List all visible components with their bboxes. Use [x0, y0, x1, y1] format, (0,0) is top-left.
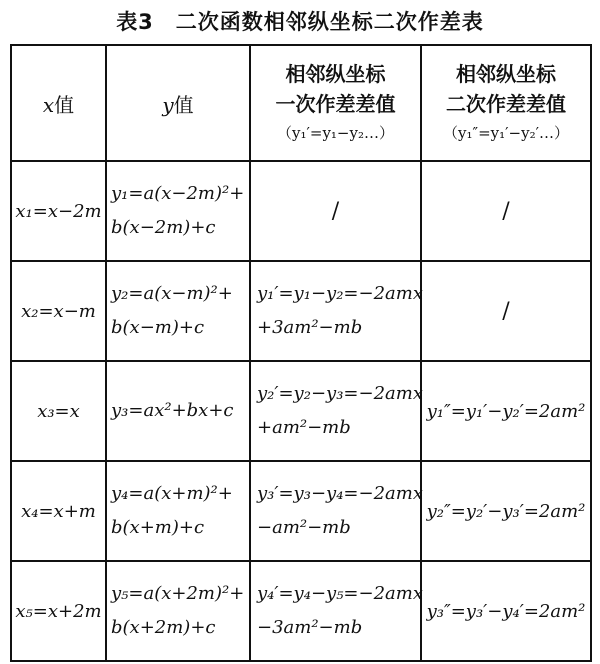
- first-difference-cell: /: [250, 161, 421, 261]
- y-cell: y₁=a(x−2m)²+ b(x−2m)+c: [106, 161, 250, 261]
- first-difference-cell: y₁′=y₁−y₂=−2amx +3am²−mb: [250, 261, 421, 361]
- table-row: [11, 461, 591, 561]
- first-difference-cell: y₃′=y₃−y₄=−2amx −am²−mb: [250, 461, 421, 561]
- header-second-difference: 相邻纵坐标 二次作差差值 （y₁″=y₁′−y₂′…）: [421, 45, 591, 161]
- x-cell: x₄=x+m: [11, 461, 106, 561]
- x-cell: x₃=x: [11, 361, 106, 461]
- difference-table: [10, 44, 592, 662]
- first-difference-cell: y₂′=y₂−y₃=−2amx +am²−mb: [250, 361, 421, 461]
- second-difference-cell: /: [421, 261, 591, 361]
- second-difference-formula: （y₁″=y₁′−y₂′…）: [442, 124, 569, 142]
- y-cell: y₅=a(x+2m)²+ b(x+2m)+c: [106, 561, 250, 661]
- second-difference-cell: y₂″=y₂′−y₃′=2am²: [421, 461, 591, 561]
- table-row: [11, 561, 591, 661]
- first-difference-cell: y₄′=y₄−y₅=−2amx −3am²−mb: [250, 561, 421, 661]
- second-difference-cell: y₃″=y₃′−y₄′=2am²: [421, 561, 591, 661]
- header-first-difference: 相邻纵坐标 一次作差差值 （y₁′=y₁−y₂…）: [250, 45, 421, 161]
- table-row: [11, 161, 591, 261]
- second-difference-cell: /: [421, 161, 591, 261]
- x-cell: x₂=x−m: [11, 261, 106, 361]
- second-difference-cell: y₁″=y₁′−y₂′=2am²: [421, 361, 591, 461]
- header-x-value: x值: [11, 45, 106, 161]
- table-row: [11, 261, 591, 361]
- table-caption: 表3 二次函数相邻纵坐标二次作差表: [116, 10, 484, 34]
- table-row: [11, 361, 591, 461]
- header-y-value: y值: [106, 45, 250, 161]
- y-cell: y₄=a(x+m)²+ b(x+m)+c: [106, 461, 250, 561]
- y-cell: y₃=ax²+bx+c: [106, 361, 250, 461]
- x-cell: x₅=x+2m: [11, 561, 106, 661]
- header-row: [11, 45, 591, 161]
- first-difference-formula: （y₁′=y₁−y₂…）: [276, 124, 394, 142]
- y-cell: y₂=a(x−m)²+ b(x−m)+c: [106, 261, 250, 361]
- x-cell: x₁=x−2m: [11, 161, 106, 261]
